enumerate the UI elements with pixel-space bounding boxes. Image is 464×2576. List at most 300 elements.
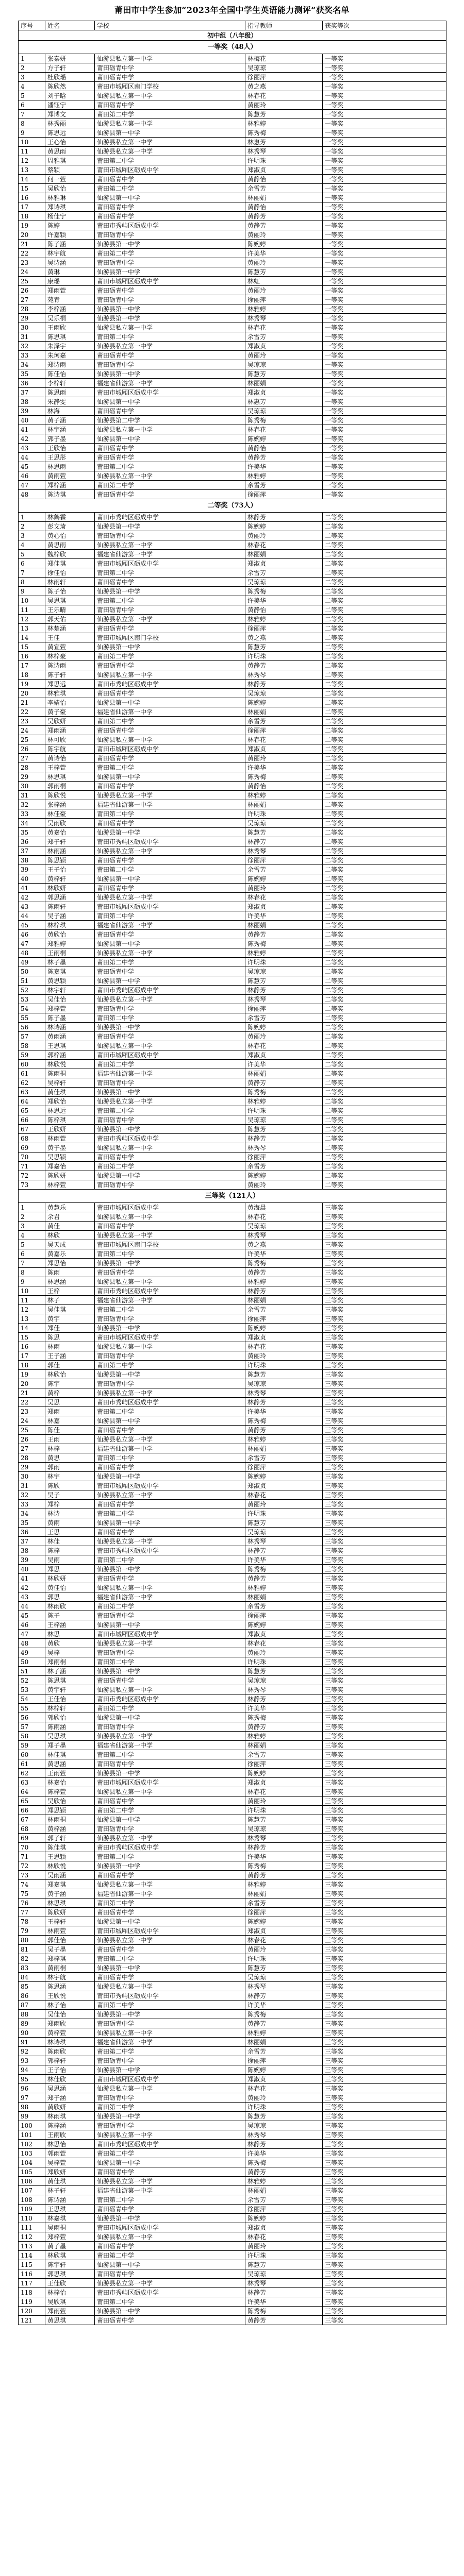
row-index: 37 bbox=[19, 1537, 45, 1546]
award-level: 二等奖 bbox=[323, 995, 446, 1004]
school-name: 仙游县私立第一中学 bbox=[95, 1097, 245, 1106]
student-name: 林欣怡 bbox=[45, 1370, 95, 1379]
school-name: 仙游县第一中学 bbox=[95, 2065, 245, 2075]
teacher-name: 余雪芳 bbox=[245, 1899, 323, 1908]
award-group-title-row bbox=[19, 499, 446, 513]
school-name: 莆田第二中学 bbox=[95, 184, 245, 193]
school-name: 莆田第二中学 bbox=[95, 1954, 245, 1963]
teacher-name: 吴琼琼 bbox=[245, 578, 323, 587]
table-row bbox=[19, 1231, 446, 1240]
row-index: 41 bbox=[19, 884, 45, 893]
teacher-name: 黄静芳 bbox=[245, 2167, 323, 2177]
teacher-name: 林丽娟 bbox=[245, 707, 323, 717]
teacher-name: 林雅婷 bbox=[245, 1880, 323, 1889]
row-index: 45 bbox=[19, 1611, 45, 1620]
school-name: 福建省仙游第一中学 bbox=[95, 2186, 245, 2195]
award-level: 三等奖 bbox=[323, 1917, 446, 1926]
award-level: 三等奖 bbox=[323, 2269, 446, 2279]
school-name: 莆田市秀屿区砺成中学 bbox=[95, 221, 245, 230]
school-name: 仙游县第一中学 bbox=[95, 2307, 245, 2316]
school-name: 莆田市秀屿区砺成中学 bbox=[95, 1843, 245, 1852]
award-level: 一等奖 bbox=[323, 240, 446, 249]
teacher-name: 黄静芳 bbox=[245, 212, 323, 221]
award-level: 三等奖 bbox=[323, 1926, 446, 1936]
award-level: 二等奖 bbox=[323, 1106, 446, 1115]
row-index: 63 bbox=[19, 1088, 45, 1097]
row-index: 51 bbox=[19, 976, 45, 986]
student-name: 黄雨萱 bbox=[45, 471, 95, 481]
award-level: 一等奖 bbox=[323, 397, 446, 406]
school-name: 莆田第二中学 bbox=[95, 156, 245, 165]
row-index: 2 bbox=[19, 522, 45, 531]
school-name: 莆田第二中学 bbox=[95, 1453, 245, 1463]
award-level: 二等奖 bbox=[323, 531, 446, 540]
teacher-name: 黄静怡 bbox=[245, 605, 323, 615]
school-name: 莆田第二中学 bbox=[95, 481, 245, 490]
row-index: 72 bbox=[19, 1861, 45, 1871]
award-level: 三等奖 bbox=[323, 1732, 446, 1741]
award-level: 三等奖 bbox=[323, 1806, 446, 1815]
table-row bbox=[19, 138, 446, 147]
row-index: 20 bbox=[19, 1379, 45, 1388]
table-row bbox=[19, 471, 446, 481]
award-group-title: 二等奖（73人） bbox=[19, 499, 446, 513]
table-row bbox=[19, 1115, 446, 1125]
table-row bbox=[19, 958, 446, 967]
school-name: 仙游县第一中学 bbox=[95, 1324, 245, 1333]
student-name: 林雨轩 bbox=[45, 578, 95, 587]
teacher-name: 林雅婷 bbox=[245, 1097, 323, 1106]
student-name: 王雨 bbox=[45, 1435, 95, 1444]
award-level: 二等奖 bbox=[323, 1004, 446, 1013]
award-level: 三等奖 bbox=[323, 2195, 446, 2205]
student-name: 陈子墨 bbox=[45, 1013, 95, 1023]
school-name: 仙游县私立第一中学 bbox=[95, 138, 245, 147]
award-level: 三等奖 bbox=[323, 2279, 446, 2288]
award-level: 二等奖 bbox=[323, 1134, 446, 1143]
award-group-title: 三等奖（121人） bbox=[19, 1190, 446, 1203]
row-index: 68 bbox=[19, 1134, 45, 1143]
teacher-name: 黄丽玲 bbox=[245, 1945, 323, 1954]
table-row bbox=[19, 1041, 446, 1050]
row-index: 27 bbox=[19, 754, 45, 763]
row-index: 71 bbox=[19, 1852, 45, 1861]
award-level: 三等奖 bbox=[323, 1481, 446, 1490]
table-row bbox=[19, 921, 446, 930]
table-row bbox=[19, 726, 446, 735]
row-index: 60 bbox=[19, 1750, 45, 1759]
row-index: 107 bbox=[19, 2186, 45, 2195]
award-level: 三等奖 bbox=[323, 1333, 446, 1342]
row-index: 54 bbox=[19, 1004, 45, 1013]
teacher-name: 陈秀梅 bbox=[245, 772, 323, 782]
table-row bbox=[19, 819, 446, 828]
award-level: 一等奖 bbox=[323, 230, 446, 240]
award-level: 一等奖 bbox=[323, 323, 446, 332]
row-index: 65 bbox=[19, 1797, 45, 1806]
student-name: 吴思涵 bbox=[45, 2084, 95, 2093]
school-name: 仙游县第一中学 bbox=[95, 2260, 245, 2269]
school-name: 仙游县私立第一中学 bbox=[95, 1143, 245, 1153]
student-name: 陈梓涵 bbox=[45, 2121, 95, 2130]
student-name: 吴雨涵 bbox=[45, 1871, 95, 1880]
teacher-name: 徐丽萍 bbox=[245, 2205, 323, 2214]
table-row bbox=[19, 1240, 446, 1249]
row-index: 8 bbox=[19, 1268, 45, 1277]
school-name: 仙游县第一中学 bbox=[95, 2158, 245, 2167]
row-index: 104 bbox=[19, 2158, 45, 2167]
table-row bbox=[19, 707, 446, 717]
row-index: 46 bbox=[19, 930, 45, 939]
student-name: 林欣悦 bbox=[45, 1060, 95, 1069]
award-level: 一等奖 bbox=[323, 332, 446, 342]
table-row bbox=[19, 1824, 446, 1834]
table-row bbox=[19, 1555, 446, 1565]
row-index: 73 bbox=[19, 1871, 45, 1880]
table-row bbox=[19, 1546, 446, 1555]
award-level: 二等奖 bbox=[323, 513, 446, 522]
row-index: 39 bbox=[19, 1555, 45, 1565]
award-level: 二等奖 bbox=[323, 800, 446, 809]
teacher-name: 林静芳 bbox=[245, 1546, 323, 1555]
student-name: 吴子墨 bbox=[45, 1945, 95, 1954]
teacher-name: 林静芳 bbox=[245, 513, 323, 522]
teacher-name: 黄丽玲 bbox=[245, 2242, 323, 2251]
table-row bbox=[19, 2307, 446, 2316]
school-name: 莆田砺青中学 bbox=[95, 1945, 245, 1954]
award-level: 三等奖 bbox=[323, 1713, 446, 1722]
row-index: 87 bbox=[19, 2001, 45, 2010]
award-level: 三等奖 bbox=[323, 1963, 446, 1973]
school-name: 仙游县私立第一中学 bbox=[95, 1388, 245, 1398]
award-level: 三等奖 bbox=[323, 1899, 446, 1908]
row-index: 39 bbox=[19, 865, 45, 874]
student-name: 黄梓轩 bbox=[45, 874, 95, 884]
teacher-name: 林丽娟 bbox=[245, 379, 323, 388]
table-row bbox=[19, 425, 446, 434]
student-name: 王思彤 bbox=[45, 453, 95, 462]
row-index: 8 bbox=[19, 578, 45, 587]
table-row bbox=[19, 531, 446, 540]
teacher-name: 林秀琴 bbox=[245, 314, 323, 323]
table-row bbox=[19, 1388, 446, 1398]
award-level: 一等奖 bbox=[323, 481, 446, 490]
row-index: 47 bbox=[19, 939, 45, 948]
student-name: 林雨琪 bbox=[45, 2112, 95, 2121]
school-name: 仙游县第一中学 bbox=[95, 2112, 245, 2121]
student-name: 吴雨欣 bbox=[45, 819, 95, 828]
table-row bbox=[19, 1472, 446, 1481]
table-row bbox=[19, 110, 446, 119]
teacher-name: 陈婉婷 bbox=[245, 434, 323, 444]
teacher-name: 许美华 bbox=[245, 1852, 323, 1861]
award-level: 三等奖 bbox=[323, 1324, 446, 1333]
row-index: 70 bbox=[19, 1843, 45, 1852]
teacher-name: 林雅婷 bbox=[245, 2028, 323, 2038]
school-name: 莆田市秀屿区砺成中学 bbox=[95, 1134, 245, 1143]
student-name: 吴梓 bbox=[45, 1648, 95, 1657]
school-name: 莆田市秀屿区砺成中学 bbox=[95, 513, 245, 522]
table-row bbox=[19, 902, 446, 911]
teacher-name: 陈慧芳 bbox=[245, 976, 323, 986]
school-name: 仙游县第一中学 bbox=[95, 1416, 245, 1426]
teacher-name: 许美华 bbox=[245, 596, 323, 605]
student-name: 陈雨 bbox=[45, 1268, 95, 1277]
student-name: 黄心怡 bbox=[45, 531, 95, 540]
teacher-name: 陈秀梅 bbox=[245, 416, 323, 425]
teacher-name: 林雅婷 bbox=[245, 948, 323, 958]
teacher-name: 黄静芳 bbox=[245, 1268, 323, 1277]
award-level: 三等奖 bbox=[323, 1453, 446, 1463]
table-row bbox=[19, 1630, 446, 1639]
award-level: 三等奖 bbox=[323, 2093, 446, 2103]
row-index: 43 bbox=[19, 1592, 45, 1602]
school-name: 仙游县第一中学 bbox=[95, 2010, 245, 2019]
school-name: 莆田砺青中学 bbox=[95, 444, 245, 453]
student-name: 林子 bbox=[45, 1296, 95, 1305]
student-name: 王思颖 bbox=[45, 1852, 95, 1861]
school-name: 莆田砺青中学 bbox=[95, 100, 245, 110]
row-index: 19 bbox=[19, 1370, 45, 1379]
student-name: 李梓轩 bbox=[45, 379, 95, 388]
student-name: 林鹤霖 bbox=[45, 513, 95, 522]
teacher-name: 黄丽玲 bbox=[245, 1351, 323, 1361]
teacher-name: 黄海晨 bbox=[245, 1203, 323, 1212]
school-name: 福建省仙游第一中学 bbox=[95, 1889, 245, 1899]
student-name: 吴思琪 bbox=[45, 1732, 95, 1741]
teacher-name: 吴琼琼 bbox=[245, 2269, 323, 2279]
award-level: 三等奖 bbox=[323, 1277, 446, 1286]
award-level: 二等奖 bbox=[323, 1115, 446, 1125]
row-index: 96 bbox=[19, 2084, 45, 2093]
student-name: 陈欣 bbox=[45, 1481, 95, 1490]
student-name: 陈欣然 bbox=[45, 82, 95, 91]
student-name: 郑欣妍 bbox=[45, 2167, 95, 2177]
award-level: 三等奖 bbox=[323, 1231, 446, 1240]
teacher-name: 林春花 bbox=[245, 91, 323, 100]
table-row bbox=[19, 258, 446, 267]
table-row bbox=[19, 2223, 446, 2232]
school-name: 莆田市城厢区砺成中学 bbox=[95, 1481, 245, 1490]
award-level: 三等奖 bbox=[323, 2084, 446, 2093]
table-row bbox=[19, 1398, 446, 1407]
table-row bbox=[19, 1143, 446, 1153]
row-index: 90 bbox=[19, 2028, 45, 2038]
row-index: 12 bbox=[19, 1305, 45, 1314]
table-row bbox=[19, 202, 446, 212]
row-index: 94 bbox=[19, 2065, 45, 2075]
row-index: 106 bbox=[19, 2177, 45, 2186]
row-index: 91 bbox=[19, 2038, 45, 2047]
school-name: 仙游县私立第一中学 bbox=[95, 1982, 245, 1991]
table-row bbox=[19, 1069, 446, 1078]
award-level: 三等奖 bbox=[323, 1741, 446, 1750]
award-level: 二等奖 bbox=[323, 652, 446, 661]
table-row bbox=[19, 416, 446, 425]
student-name: 黄欣怡 bbox=[45, 930, 95, 939]
student-name: 吴佳琪 bbox=[45, 1305, 95, 1314]
student-name: 蔡颖 bbox=[45, 165, 95, 175]
award-level: 三等奖 bbox=[323, 1639, 446, 1648]
teacher-name: 林静芳 bbox=[245, 2288, 323, 2297]
award-level: 二等奖 bbox=[323, 837, 446, 846]
teacher-name: 林雅婷 bbox=[245, 2177, 323, 2186]
table-row bbox=[19, 230, 446, 240]
award-level: 三等奖 bbox=[323, 1249, 446, 1259]
school-name: 莆田砺青中学 bbox=[95, 2019, 245, 2028]
school-name: 莆田第二中学 bbox=[95, 332, 245, 342]
table-row bbox=[19, 1212, 446, 1222]
school-name: 福建省仙游第一中学 bbox=[95, 1741, 245, 1750]
student-name: 陈子怡 bbox=[45, 587, 95, 596]
school-name: 仙游县第一中学 bbox=[95, 369, 245, 379]
award-level: 一等奖 bbox=[323, 249, 446, 258]
teacher-name: 林春花 bbox=[245, 323, 323, 332]
row-index: 13 bbox=[19, 1314, 45, 1324]
row-index: 49 bbox=[19, 958, 45, 967]
table-row bbox=[19, 1453, 446, 1463]
award-level: 二等奖 bbox=[323, 707, 446, 717]
table-row bbox=[19, 304, 446, 314]
row-index: 69 bbox=[19, 1143, 45, 1153]
award-level: 三等奖 bbox=[323, 1657, 446, 1667]
student-name: 黄梓 bbox=[45, 1388, 95, 1398]
school-name: 莆田第二中学 bbox=[95, 1555, 245, 1565]
student-name: 郑雨萱 bbox=[45, 2307, 95, 2316]
award-level: 一等奖 bbox=[323, 128, 446, 138]
student-name: 吴诗涵 bbox=[45, 258, 95, 267]
teacher-name: 许明珠 bbox=[245, 652, 323, 661]
table-row bbox=[19, 744, 446, 754]
row-index: 16 bbox=[19, 652, 45, 661]
header-index: 序号 bbox=[19, 21, 45, 30]
teacher-name: 林丽娟 bbox=[245, 1444, 323, 1453]
teacher-name: 余雪芳 bbox=[245, 1602, 323, 1611]
table-row bbox=[19, 1806, 446, 1815]
row-index: 6 bbox=[19, 559, 45, 568]
teacher-name: 黄丽玲 bbox=[245, 1180, 323, 1190]
award-level: 三等奖 bbox=[323, 1982, 446, 1991]
row-index: 5 bbox=[19, 550, 45, 559]
teacher-name: 黄静怡 bbox=[245, 444, 323, 453]
row-index: 17 bbox=[19, 1351, 45, 1361]
award-level: 二等奖 bbox=[323, 846, 446, 856]
school-name: 仙游县第一中学 bbox=[95, 1565, 245, 1574]
row-index: 31 bbox=[19, 791, 45, 800]
teacher-name: 陈秀梅 bbox=[245, 939, 323, 948]
row-index: 12 bbox=[19, 156, 45, 165]
school-name: 莆田第二中学 bbox=[95, 911, 245, 921]
table-row bbox=[19, 1704, 446, 1713]
teacher-name: 黄静怡 bbox=[245, 782, 323, 791]
teacher-name: 黄丽玲 bbox=[245, 351, 323, 360]
table-row bbox=[19, 2195, 446, 2205]
table-row bbox=[19, 1023, 446, 1032]
table-row bbox=[19, 2242, 446, 2251]
student-name: 王思琪 bbox=[45, 2205, 95, 2214]
teacher-name: 黄丽玲 bbox=[245, 258, 323, 267]
school-name: 莆田市城厢区砺成中学 bbox=[95, 902, 245, 911]
row-index: 24 bbox=[19, 1416, 45, 1426]
row-index: 110 bbox=[19, 2214, 45, 2223]
award-level: 一等奖 bbox=[323, 295, 446, 304]
school-name: 莆田砺青中学 bbox=[95, 1759, 245, 1769]
teacher-name: 徐丽萍 bbox=[245, 1463, 323, 1472]
teacher-name: 黄静芳 bbox=[245, 930, 323, 939]
table-row bbox=[19, 1620, 446, 1630]
row-index: 46 bbox=[19, 471, 45, 481]
table-row bbox=[19, 1509, 446, 1518]
award-level: 一等奖 bbox=[323, 406, 446, 416]
row-index: 58 bbox=[19, 1041, 45, 1050]
student-name: 林欣琪 bbox=[45, 2251, 95, 2260]
school-name: 仙游县私立第一中学 bbox=[95, 735, 245, 744]
table-row bbox=[19, 1106, 446, 1115]
student-name: 郑欣怡 bbox=[45, 1097, 95, 1106]
teacher-name: 郑淑贞 bbox=[245, 744, 323, 754]
table-row bbox=[19, 128, 446, 138]
table-row bbox=[19, 1500, 446, 1509]
school-name: 莆田砺青中学 bbox=[95, 2316, 245, 2325]
row-index: 119 bbox=[19, 2297, 45, 2307]
school-name: 莆田砺青中学 bbox=[95, 212, 245, 221]
school-name: 莆田砺青中学 bbox=[95, 884, 245, 893]
student-name: 黄佳 bbox=[45, 1222, 95, 1231]
row-index: 28 bbox=[19, 304, 45, 314]
table-row bbox=[19, 2010, 446, 2019]
teacher-name: 许明珠 bbox=[245, 2103, 323, 2112]
award-level: 二等奖 bbox=[323, 930, 446, 939]
school-name: 仙游县第一中学 bbox=[95, 874, 245, 884]
school-name: 莆田市城厢区砺成中学 bbox=[95, 2075, 245, 2084]
teacher-name: 陈婉婷 bbox=[245, 522, 323, 531]
student-name: 郭雨桐 bbox=[45, 782, 95, 791]
header-award-level: 获奖等次 bbox=[323, 21, 446, 30]
row-index: 95 bbox=[19, 2075, 45, 2084]
school-name: 仙游县私立第一中学 bbox=[95, 1936, 245, 1945]
school-name: 莆田砺青中学 bbox=[95, 1574, 245, 1583]
teacher-name: 林雅婷 bbox=[245, 1277, 323, 1286]
school-name: 莆田砺青中学 bbox=[95, 1797, 245, 1806]
student-name: 林雨涵 bbox=[45, 846, 95, 856]
row-index: 32 bbox=[19, 1490, 45, 1500]
teacher-name: 林秀琴 bbox=[245, 1231, 323, 1240]
table-row bbox=[19, 1088, 446, 1097]
student-name: 郑梓琪 bbox=[45, 1954, 95, 1963]
table-row bbox=[19, 490, 446, 499]
table-row bbox=[19, 360, 446, 369]
school-name: 莆田砺青中学 bbox=[95, 1078, 245, 1088]
school-name: 莆田砺青中学 bbox=[95, 1824, 245, 1834]
award-level: 二等奖 bbox=[323, 1013, 446, 1023]
student-name: 吴佳怡 bbox=[45, 995, 95, 1004]
teacher-name: 黄静芳 bbox=[245, 1078, 323, 1088]
school-name: 莆田砺青中学 bbox=[95, 2121, 245, 2130]
student-name: 吴梓萱 bbox=[45, 2158, 95, 2167]
table-row bbox=[19, 522, 446, 531]
school-name: 莆田第二中学 bbox=[95, 1249, 245, 1259]
teacher-name: 徐丽萍 bbox=[245, 1153, 323, 1162]
school-name: 莆田市秀屿区砺成中学 bbox=[95, 1286, 245, 1296]
teacher-name: 许美华 bbox=[245, 249, 323, 258]
award-level: 二等奖 bbox=[323, 1125, 446, 1134]
school-name: 仙游县第一中学 bbox=[95, 1370, 245, 1379]
school-name: 仙游县私立第一中学 bbox=[95, 2084, 245, 2093]
award-level: 三等奖 bbox=[323, 1611, 446, 1620]
student-name: 郑梓萱 bbox=[45, 1004, 95, 1013]
award-level: 二等奖 bbox=[323, 698, 446, 707]
table-row bbox=[19, 680, 446, 689]
